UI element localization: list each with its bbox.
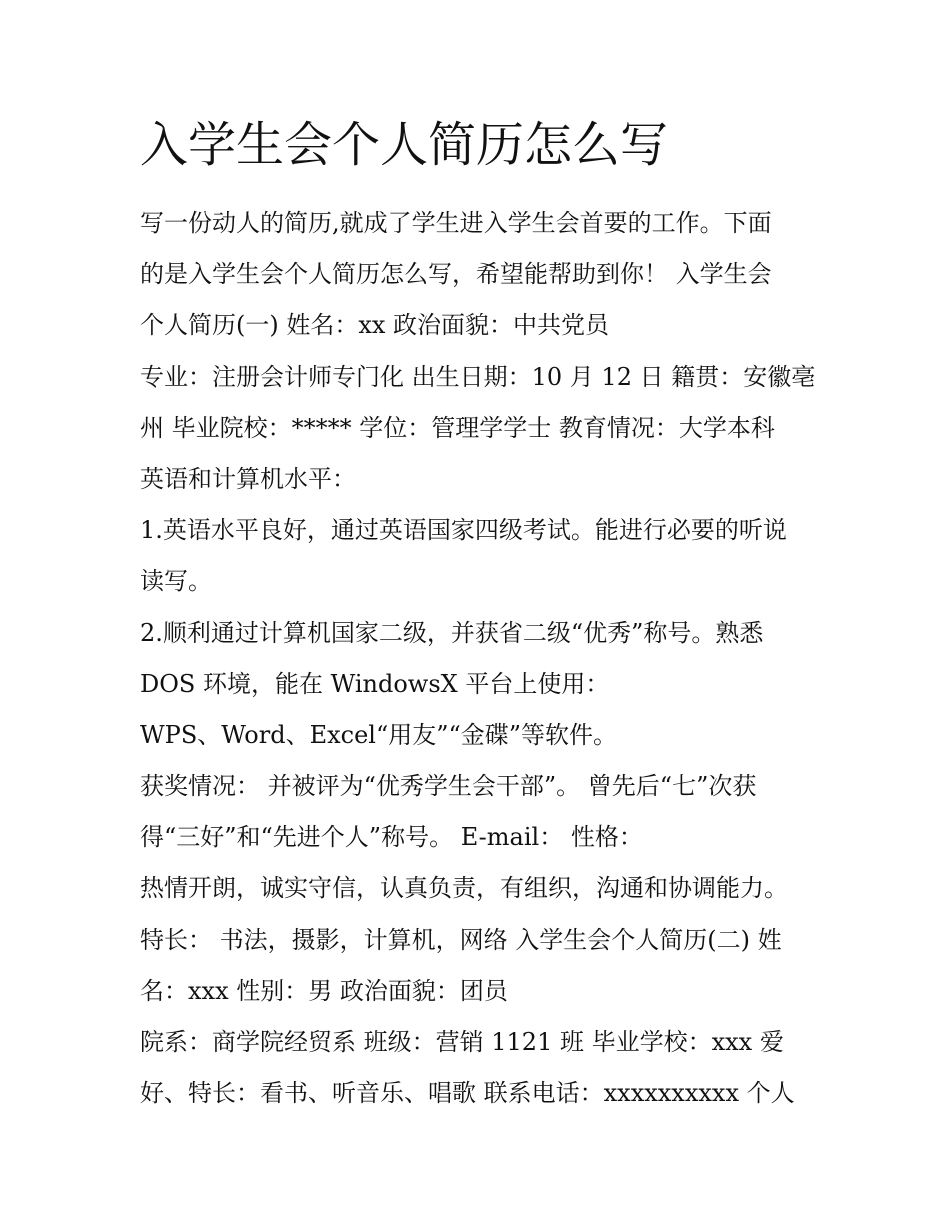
body-line-16: 名：xxx 性别：男 政治面貌：团员 (140, 976, 508, 1005)
body-line-18: 好、特长：看书、听音乐、唱歌 联系电话：xxxxxxxxxx 个人 (140, 1079, 795, 1108)
body-line-3: 个人简历(一) 姓名：xx 政治面貌：中共党员 (140, 311, 610, 340)
body-line-5: 州 毕业院校：***** 学位：管理学学士 教育情况：大学本科 (140, 413, 775, 442)
body-line-7: 1.英语水平良好，通过英语国家四级考试。能进行必要的听说 (140, 516, 787, 545)
body-line-9: 2.顺利通过计算机国家二级，并获省二级“优秀”称号。熟悉 (140, 618, 764, 647)
body-line-8: 读写。 (140, 567, 212, 596)
document-body (140, 198, 830, 1119)
body-line-1: 写一份动人的简历,就成了学生进入学生会首要的工作。下面 (140, 209, 772, 237)
body-line-2: 的是入学生会个人简历怎么写，希望能帮助到你！ 入学生会 (140, 260, 772, 289)
body-line-12: 获奖情况： 并被评为“优秀学生会干部”。 曾先后“七”次获 (140, 772, 757, 801)
body-line-15: 特长： 书法，摄影，计算机，网络 入学生会个人简历(二) 姓 (140, 925, 782, 954)
body-line-17: 院系：商学院经贸系 班级：营销 1121 班 毕业学校：xxx 爱 (140, 1028, 784, 1056)
body-line-14: 热情开朗，诚实守信，认真负责，有组织，沟通和协调能力。 (140, 874, 788, 903)
document-title: 入学生会个人简历怎么写 (140, 117, 669, 173)
body-line-10: DOS 环境，能在 WindowsX 平台上使用： (140, 669, 610, 698)
body-line-6: 英语和计算机水平： (140, 464, 356, 493)
body-line-11: WPS、Word、Excel“用友”“金碟”等软件。 (140, 720, 618, 749)
body-line-4: 专业：注册会计师专门化 出生日期：10 月 12 日 籍贯：安徽亳 (140, 362, 816, 391)
body-line-13: 得“三好”和“先进个人”称号。 E-mail： 性格： (140, 823, 643, 852)
